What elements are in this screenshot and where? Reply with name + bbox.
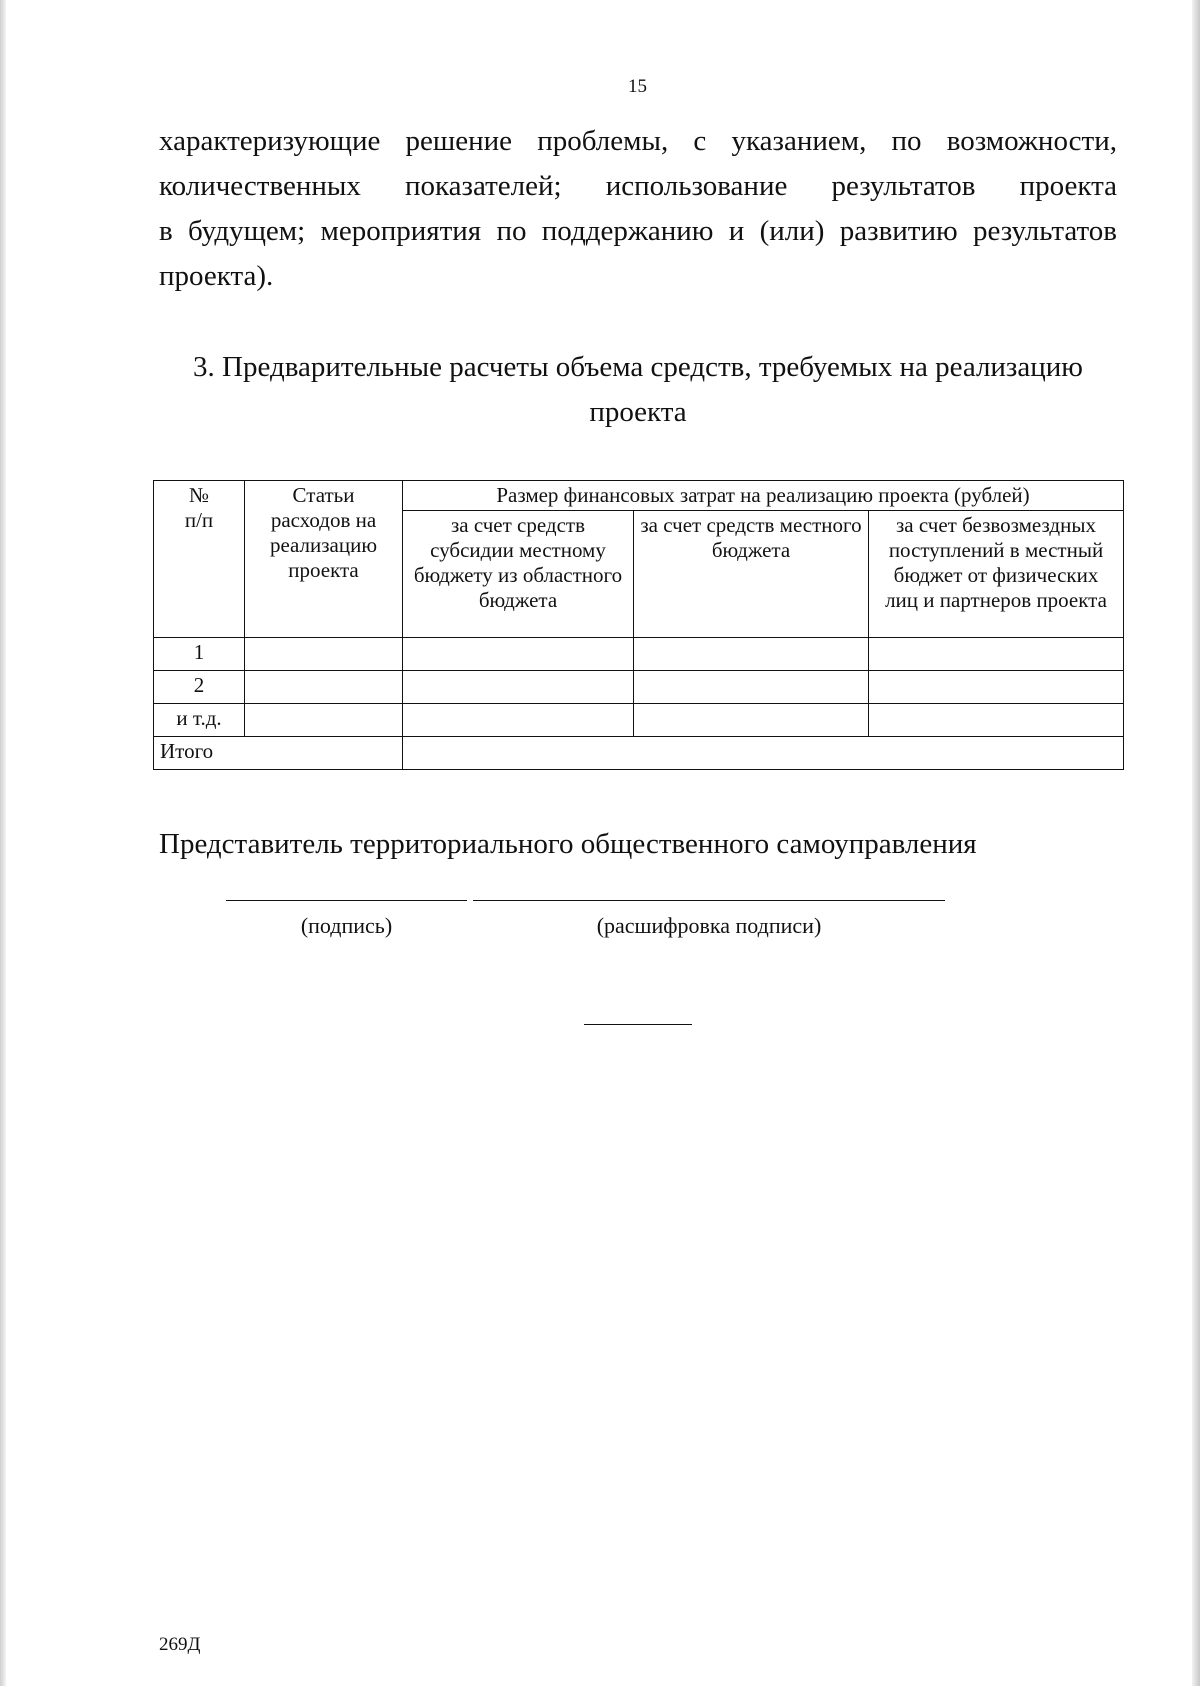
name-caption: (расшифровка подписи): [596, 913, 822, 938]
header-expense-items: Статьи расходов на реализацию проекта: [245, 481, 403, 638]
page-number: 15: [628, 76, 647, 97]
scan-edge-right: [1192, 0, 1200, 1686]
header-number-label: п/п: [184, 508, 214, 532]
signature-line[interactable]: [226, 900, 467, 901]
cell-local-budget[interactable]: [634, 671, 869, 704]
section-title-line-2: проекта: [589, 396, 687, 428]
cell-regional-subsidy[interactable]: [403, 671, 634, 704]
paragraph-line: проекта).: [159, 260, 274, 292]
cell-total-value[interactable]: [403, 737, 1124, 770]
cell-expense-item[interactable]: [245, 638, 403, 671]
signature-caption: (подпись): [300, 913, 393, 938]
paragraph-line: в будущем; мероприятия по поддержанию и (или) развитию результатов: [159, 215, 1117, 247]
end-of-document-line: [584, 1024, 692, 1025]
section-title-line-1: 3. Предварительные расчеты объема средств, требуемых на реализацию: [193, 351, 1083, 383]
table-header-row: [154, 481, 1124, 511]
cell-local-budget[interactable]: [634, 638, 869, 671]
representative-title: Представитель территориального общественного самоуправления: [159, 828, 977, 860]
cell-local-budget[interactable]: [634, 704, 869, 737]
cell-expense-item[interactable]: [245, 671, 403, 704]
header-number-symbol: №: [188, 483, 210, 507]
cell-regional-subsidy[interactable]: [403, 704, 634, 737]
table-row: [154, 638, 1124, 671]
body-paragraph: [159, 119, 1117, 299]
paragraph-line: количественных показателей; использование результатов проекта: [159, 170, 1117, 202]
header-financial-costs: Размер финансовых затрат на реализацию проекта (рублей): [403, 481, 1124, 511]
document-code: 269Д: [159, 1634, 201, 1655]
row-number: 1: [154, 638, 245, 671]
table-row: [154, 704, 1124, 737]
cost-table: [153, 480, 1124, 770]
header-donations: за счет безвозмездных поступлений в местный бюджет от физических лиц и партнеров проекта: [869, 511, 1124, 638]
header-regional-subsidy: за счет средств субсидии местному бюджету из областного бюджета: [403, 511, 634, 638]
header-local-budget: за счет средств местного бюджета: [634, 511, 869, 638]
header-number: [154, 481, 245, 638]
section-title: [159, 345, 1117, 435]
paragraph-line: характеризующие решение проблемы, с указанием, по возможности,: [159, 125, 1117, 157]
cell-expense-item[interactable]: [245, 704, 403, 737]
row-number: и т.д.: [154, 704, 245, 737]
table-row: [154, 671, 1124, 704]
row-number: 2: [154, 671, 245, 704]
cell-donations[interactable]: [869, 638, 1124, 671]
cell-regional-subsidy[interactable]: [403, 638, 634, 671]
name-line[interactable]: [473, 900, 945, 901]
cell-donations[interactable]: [869, 704, 1124, 737]
total-label: Итого: [154, 737, 403, 770]
cell-donations[interactable]: [869, 671, 1124, 704]
table-total-row: [154, 737, 1124, 770]
scan-edge-left: [0, 0, 6, 1686]
